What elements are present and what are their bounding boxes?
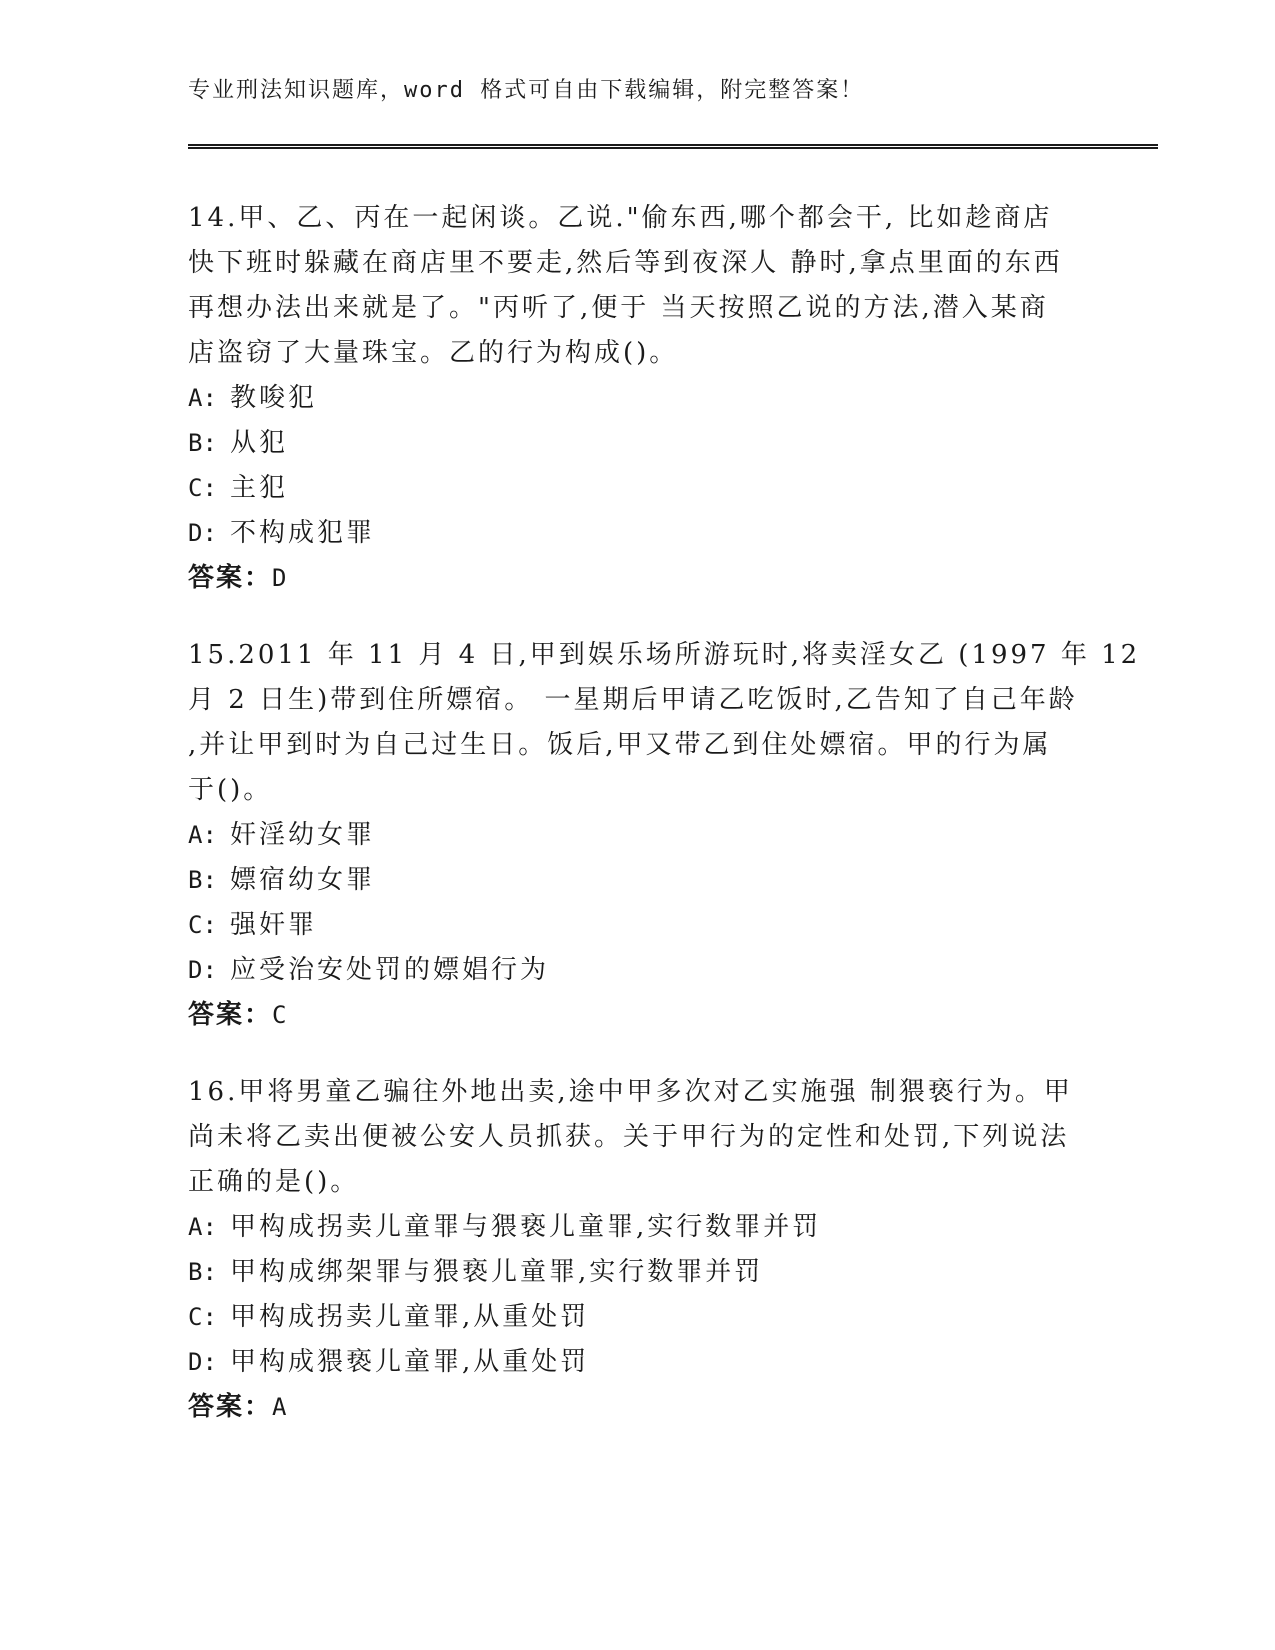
option-c	[188, 466, 1088, 511]
stem-line: 14.甲、乙、丙在一起闲谈。乙说."偷东西,哪个都会干, 比如趁商店	[188, 203, 1053, 233]
question-stem	[188, 196, 1088, 376]
stem-line: ,并让甲到时为自己过生日。饭后,甲又带乙到住处嫖宿。甲的行为属	[188, 730, 1052, 760]
option-text: 从犯	[230, 428, 289, 458]
option-letter: A:	[188, 821, 217, 849]
answer-value: C	[272, 1001, 289, 1029]
option-a	[188, 1205, 1088, 1250]
option-c	[188, 1295, 1088, 1340]
option-text: 甲构成猥亵儿童罪,从重处罚	[230, 1347, 590, 1377]
option-letter: B:	[188, 866, 217, 894]
question-15	[188, 633, 1141, 1038]
question-stem	[188, 1070, 1088, 1205]
header-divider	[188, 144, 1158, 149]
option-c	[188, 903, 1088, 948]
option-b	[188, 858, 1088, 903]
stem-line: 16.甲将男童乙骗往外地出卖,途中甲多次对乙实施强 制猥亵行为。甲	[188, 1077, 1073, 1107]
option-text: 教唆犯	[230, 383, 318, 413]
option-letter: A:	[188, 1213, 217, 1241]
option-letter: B:	[188, 1258, 217, 1286]
option-text: 甲构成绑架罪与猥亵儿童罪,实行数罪并罚	[230, 1257, 764, 1287]
option-text: 甲构成拐卖儿童罪,从重处罚	[230, 1302, 590, 1332]
question-16	[188, 1070, 1088, 1430]
option-letter: D:	[188, 519, 217, 547]
option-a	[188, 376, 1088, 421]
option-letter: D:	[188, 1348, 217, 1376]
stem-line: 再想办法出来就是了。"丙听了,便于 当天按照乙说的方法,潜入某商	[188, 293, 1049, 323]
answer-label: 答案：	[188, 1000, 273, 1030]
option-text: 嫖宿幼女罪	[230, 865, 376, 895]
stem-line: 正确的是()。	[188, 1167, 360, 1197]
option-text: 不构成犯罪	[230, 518, 376, 548]
option-b	[188, 421, 1088, 466]
answer-value: A	[272, 1393, 289, 1421]
option-text: 强奸罪	[230, 910, 318, 940]
option-d	[188, 511, 1088, 556]
answer-label: 答案：	[188, 1392, 273, 1422]
option-text: 应受治安处罚的嫖娼行为	[230, 955, 550, 985]
option-letter: B:	[188, 429, 217, 457]
option-text: 主犯	[230, 473, 289, 503]
stem-line: 快下班时躲藏在商店里不要走,然后等到夜深人 静时,拿点里面的东西	[188, 248, 1063, 278]
answer	[188, 556, 1088, 601]
answer-label: 答案：	[188, 563, 273, 593]
option-letter: C:	[188, 1303, 217, 1331]
stem-line: 店盗窃了大量珠宝。乙的行为构成()。	[188, 338, 679, 368]
stem-line: 月 2 日生)带到住所嫖宿。 一星期后甲请乙吃饭时,乙告知了自己年龄	[188, 685, 1078, 715]
option-d	[188, 948, 1088, 993]
answer	[188, 1385, 1088, 1430]
option-letter: C:	[188, 911, 217, 939]
option-letter: A:	[188, 384, 217, 412]
answer-value: D	[272, 564, 289, 592]
option-d	[188, 1340, 1088, 1385]
option-a	[188, 813, 1088, 858]
question-14	[188, 196, 1088, 601]
option-b	[188, 1250, 1088, 1295]
stem-line: 尚未将乙卖出便被公安人员抓获。关于甲行为的定性和处罚,下列说法	[188, 1122, 1070, 1152]
page-header: 专业刑法知识题库，word 格式可自由下载编辑，附完整答案！	[188, 78, 865, 103]
option-letter: C:	[188, 474, 217, 502]
answer	[188, 993, 1088, 1038]
stem-line: 15.2011 年 11 月 4 日,甲到娱乐场所游玩时,将卖淫女乙 (1997 年 12	[188, 640, 1141, 670]
question-stem	[188, 633, 1141, 813]
option-text: 甲构成拐卖儿童罪与猥亵儿童罪,实行数罪并罚	[230, 1212, 822, 1242]
option-letter: D:	[188, 956, 217, 984]
option-text: 奸淫幼女罪	[230, 820, 376, 850]
stem-line: 于()。	[188, 775, 273, 805]
